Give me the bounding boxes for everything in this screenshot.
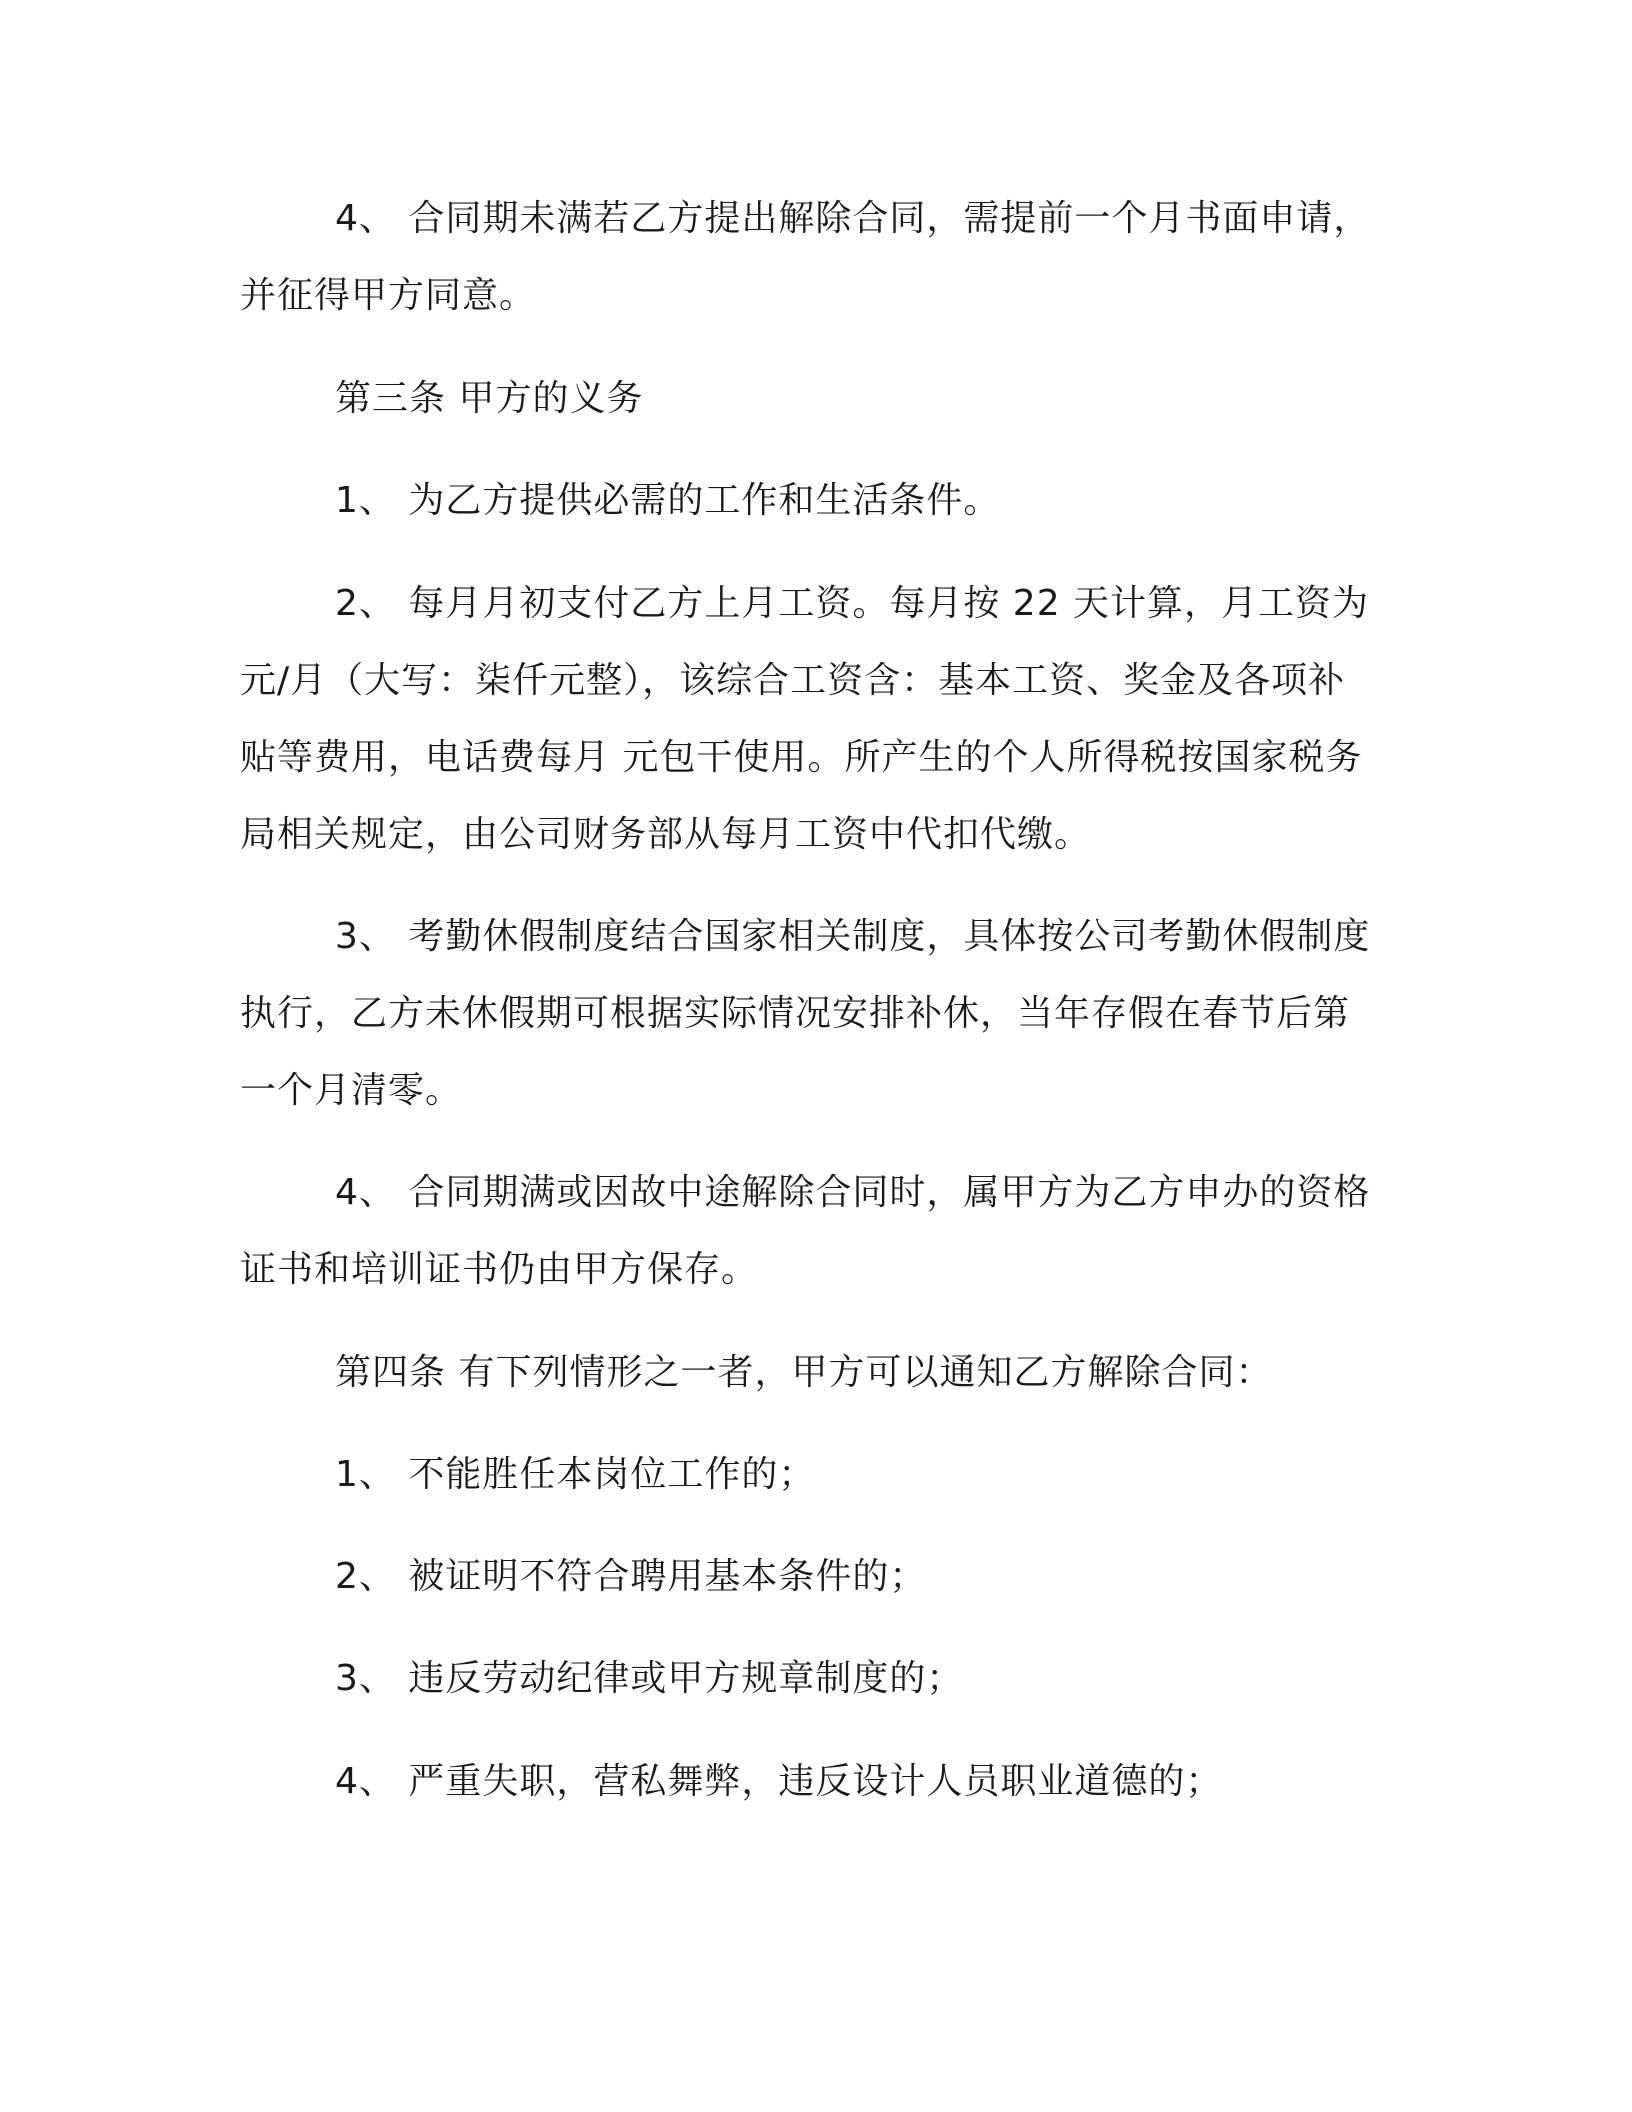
paragraph-4 (240, 565, 1376, 873)
paragraph-4-line-3: 贴等费用，电话费每月 元包干使用。所产生的个人所得税按国家税务 (240, 737, 1363, 778)
paragraph-4-line-4: 局相关规定，由公司财务部从每月工资中代扣代缴。 (240, 814, 1092, 855)
paragraph-6-line-1: 4、 合同期满或因故中途解除合同时，属甲方为乙方申办的资格 (335, 1172, 1371, 1213)
paragraph-10 (240, 1640, 1376, 1717)
paragraph-10-line-1: 3、 违反劳动纪律或甲方规章制度的； (335, 1658, 964, 1699)
section-3-heading (240, 360, 1376, 437)
paragraph-11 (240, 1743, 1376, 1820)
paragraph-9-line-1: 2、 被证明不符合聘用基本条件的； (335, 1556, 927, 1597)
paragraph-1 (240, 180, 1376, 334)
paragraph-3 (240, 462, 1376, 539)
section-4-heading-text: 第四条 有下列情形之一者，甲方可以通知乙方解除合同： (335, 1352, 1273, 1393)
paragraph-1-line-2: 并征得甲方同意。 (240, 275, 537, 316)
paragraph-9 (240, 1538, 1376, 1615)
paragraph-1-line-1: 4、 合同期未满若乙方提出解除合同，需提前一个月书面申请， (335, 198, 1371, 239)
paragraph-4-line-2: 元/月（大写：柒仟元整），该综合工资含：基本工资、奖金及各项补 (240, 660, 1346, 701)
paragraph-11-line-1: 4、 严重失职，营私舞弊，违反设计人员职业道德的； (335, 1761, 1223, 1802)
paragraph-6 (240, 1154, 1376, 1308)
section-3-heading-text: 第三条 甲方的义务 (335, 378, 644, 419)
paragraph-5-line-1: 3、 考勤休假制度结合国家相关制度，具体按公司考勤休假制度 (335, 916, 1371, 957)
paragraph-3-line-1: 1、 为乙方提供必需的工作和生活条件。 (335, 480, 1001, 521)
paragraph-8 (240, 1436, 1376, 1513)
section-4-heading (240, 1334, 1376, 1411)
paragraph-8-line-1: 1、 不能胜任本岗位工作的； (335, 1454, 816, 1495)
paragraph-5 (240, 898, 1376, 1129)
paragraph-4-line-1: 2、 每月月初支付乙方上月工资。每月按 22 天计算，月工资为 (335, 583, 1370, 624)
paragraph-6-line-2: 证书和培训证书仍由甲方保存。 (240, 1249, 759, 1290)
paragraph-5-line-3: 一个月清零。 (240, 1070, 463, 1111)
paragraph-5-line-2: 执行，乙方未休假期可根据实际情况安排补休，当年存假在春节后第 (240, 993, 1351, 1034)
